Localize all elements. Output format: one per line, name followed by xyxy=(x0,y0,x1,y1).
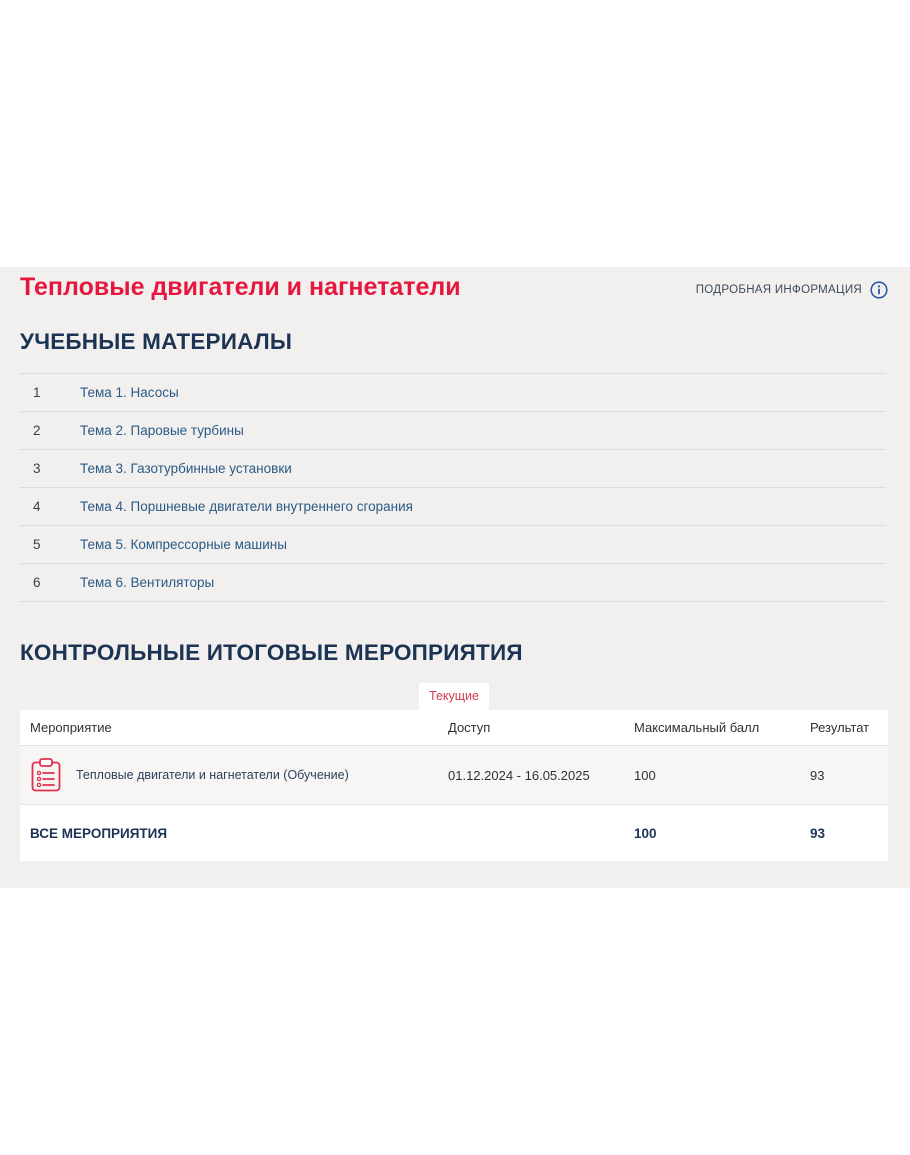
table-header-row xyxy=(20,710,888,746)
material-item[interactable] xyxy=(20,488,886,526)
tab-current[interactable]: Текущие xyxy=(419,683,489,710)
material-number: 4 xyxy=(33,499,41,514)
event-access: 01.12.2024 - 16.05.2025 xyxy=(448,746,634,805)
column-header-max-score: Максимальный балл xyxy=(634,710,810,746)
material-link[interactable]: Тема 2. Паровые турбины xyxy=(80,423,244,438)
total-max-score: 100 xyxy=(634,825,657,841)
materials-heading: УЧЕБНЫЕ МАТЕРИАЛЫ xyxy=(20,329,293,354)
details-info-link[interactable] xyxy=(696,281,888,299)
material-link[interactable]: Тема 5. Компрессорные машины xyxy=(80,537,287,552)
clipboard-list-icon xyxy=(30,757,62,793)
material-link[interactable]: Тема 4. Поршневые двигатели внутреннего сгорания xyxy=(80,499,413,514)
material-item[interactable] xyxy=(20,526,886,564)
events-heading: КОНТРОЛЬНЫЕ ИТОГОВЫЕ МЕРОПРИЯТИЯ xyxy=(20,640,523,665)
material-item[interactable] xyxy=(20,412,886,450)
total-result: 93 xyxy=(810,825,826,841)
event-name-link[interactable]: Тепловые двигатели и нагнетатели (Обучение) xyxy=(76,768,349,782)
material-link[interactable]: Тема 6. Вентиляторы xyxy=(80,575,215,590)
material-number: 2 xyxy=(33,423,41,438)
details-info-label: ПОДРОБНАЯ ИНФОРМАЦИЯ xyxy=(695,284,862,296)
material-number: 6 xyxy=(33,575,41,590)
column-header-access: Доступ xyxy=(448,710,634,746)
material-item[interactable] xyxy=(20,564,886,602)
table-row[interactable] xyxy=(20,746,888,805)
event-max-score: 100 xyxy=(634,746,810,805)
info-circle-icon[interactable] xyxy=(870,281,888,299)
total-row xyxy=(20,805,888,862)
material-link[interactable]: Тема 3. Газотурбинные установки xyxy=(80,461,292,476)
total-access-empty xyxy=(448,805,634,862)
event-result: 93 xyxy=(810,746,888,805)
materials-list xyxy=(20,373,886,602)
material-number: 5 xyxy=(33,537,41,552)
material-item[interactable] xyxy=(20,450,886,488)
material-link[interactable]: Тема 1. Насосы xyxy=(80,385,179,400)
course-title: Тепловые двигатели и нагнетатели xyxy=(20,273,461,301)
material-item[interactable] xyxy=(20,374,886,412)
event-cell xyxy=(20,746,448,805)
total-label: ВСЕ МЕРОПРИЯТИЯ xyxy=(30,825,168,841)
material-number: 3 xyxy=(33,461,41,476)
column-header-result: Результат xyxy=(810,710,888,746)
material-number: 1 xyxy=(33,385,41,400)
column-header-event: Мероприятие xyxy=(20,710,448,746)
events-table xyxy=(20,710,888,861)
